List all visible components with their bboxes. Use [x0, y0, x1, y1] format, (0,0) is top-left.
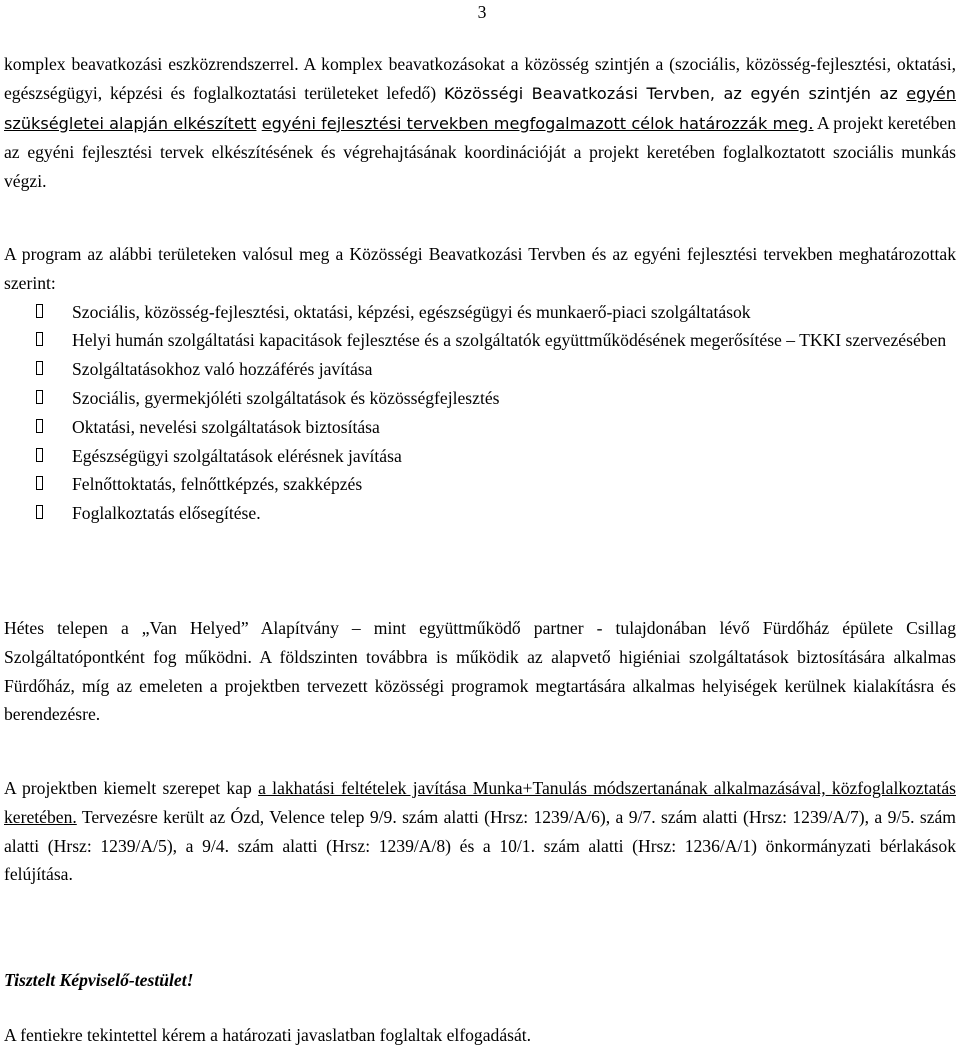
hollow-rectangle-bullet-icon	[36, 361, 43, 375]
closing-sentence: A fentiekre tekintettel kérem a határozati javaslatban foglaltak elfogadását.	[4, 1025, 532, 1045]
hollow-rectangle-bullet-icon	[36, 476, 43, 490]
para4-plain-start: A projektben kiemelt szerepet kap	[4, 778, 259, 798]
hollow-rectangle-bullet-icon	[36, 304, 43, 318]
list-item	[4, 384, 956, 413]
para1-line4-plain: A projekt keretében az egyéni fejlesztési tervek elkészítésének és végrehajtásának koordinációját a projekt keretében foglalkoztatott szociális munkás végzi.	[4, 112, 956, 192]
hollow-rectangle-bullet-icon	[36, 419, 43, 433]
para1-line1: komplex beavatkozási eszközrendszerrel. A komplex beavatkozásokat a közösség szintjén a	[4, 54, 664, 74]
salutation: Tisztelt Képviselő-testület!	[4, 970, 194, 990]
list-item	[4, 499, 956, 528]
paragraph-text: Hétes telepen a „Van Helyed” Alapítvány – mint együttműködő partner - tulajdonában lévő Fürdőház épülete Csillag Szolgáltatópontként fog működni. A földszinten továbbra is működik az alapvető higiéniai szolgáltatások biztosítására alkalmas Fürdőház, míg az emeleten a projektben tervezett közösségi programok megtartására alkalmas helyiségek kerülnek kialakításra és berendezésre.	[4, 618, 956, 725]
list-item-text: Felnőttoktatás, felnőttképzés, szakképzés	[72, 474, 363, 495]
para1-line2: (szociális, közösség-fejlesztési, oktatási, egészségügyi, képzési és foglalkoztatási területeket lefedő)	[4, 54, 956, 103]
list-item	[4, 298, 956, 327]
paragraph-text	[4, 774, 956, 889]
para1-line4-underlined: egyéni fejlesztési tervekben megfogalmazott célok határozzák meg.	[261, 113, 814, 133]
paragraph-text	[4, 50, 956, 196]
list-item-text: Szolgáltatásokhoz való hozzáférés javítása	[72, 359, 373, 380]
paragraph-bathhouse	[4, 614, 956, 729]
list-item	[4, 442, 956, 471]
hollow-rectangle-bullet-icon	[36, 448, 43, 462]
list-item	[4, 355, 956, 384]
list-item-text: Helyi humán szolgáltatási kapacitások fejlesztése és a szolgáltatók együttműködésének megerősítése – TKKI szervezésében	[72, 330, 947, 351]
program-areas-list	[4, 298, 956, 528]
para1-line3-underlined: egyén szükségletei alapján elkészített	[4, 83, 957, 133]
hollow-rectangle-bullet-icon	[36, 505, 43, 519]
program-areas-intro: A program az alábbi területeken valósul meg a Közösségi Beavatkozási Tervben és az egyéni fejlesztési tervekben meghatározottak szerint:	[4, 244, 956, 293]
program-areas-section	[4, 240, 956, 528]
para1-line3-plain: Közösségi Beavatkozási Tervben, az egyén szintjén az	[443, 83, 907, 103]
list-item	[4, 326, 956, 355]
list-item	[4, 470, 956, 499]
para4-underlined: a lakhatási feltételek javítása Munka+Tanulás módszertanának alkalmazásával, közfoglalkoztatás keretében.	[4, 778, 956, 827]
para4-plain-end: Tervezésre került az Ózd, Velence telep 9/9. szám alatti (Hrsz: 1239/A/6), a 9/7. szám alatti (Hrsz: 1239/A/7), a 9/5. szám alatti (Hrsz: 1239/A/5), a 9/4. szám alatti (Hrsz: 1239/A/8) és a 10/1. szám alatti (Hrsz: 1236/A/1) önkormányzati bérlakások felújítása.	[4, 806, 956, 885]
paragraph-housing-renovation	[4, 774, 956, 889]
hollow-rectangle-bullet-icon	[36, 332, 43, 346]
list-item	[4, 413, 956, 442]
page-number: 3	[477, 2, 487, 22]
list-item-text: Egészségügyi szolgáltatások elérésnek javítása	[72, 445, 402, 466]
list-item-text: Foglalkoztatás elősegítése.	[72, 503, 261, 524]
hollow-rectangle-bullet-icon	[36, 390, 43, 404]
list-item-text: Szociális, közösség-fejlesztési, oktatási, képzési, egészségügyi és munkaerő-piaci szolgáltatások	[72, 301, 751, 322]
list-item-text: Szociális, gyermekjóléti szolgáltatások és közösségfejlesztés	[72, 387, 500, 408]
paragraph-intervention-levels	[4, 50, 956, 196]
list-item-text: Oktatási, nevelési szolgáltatások biztosítása	[72, 416, 380, 437]
